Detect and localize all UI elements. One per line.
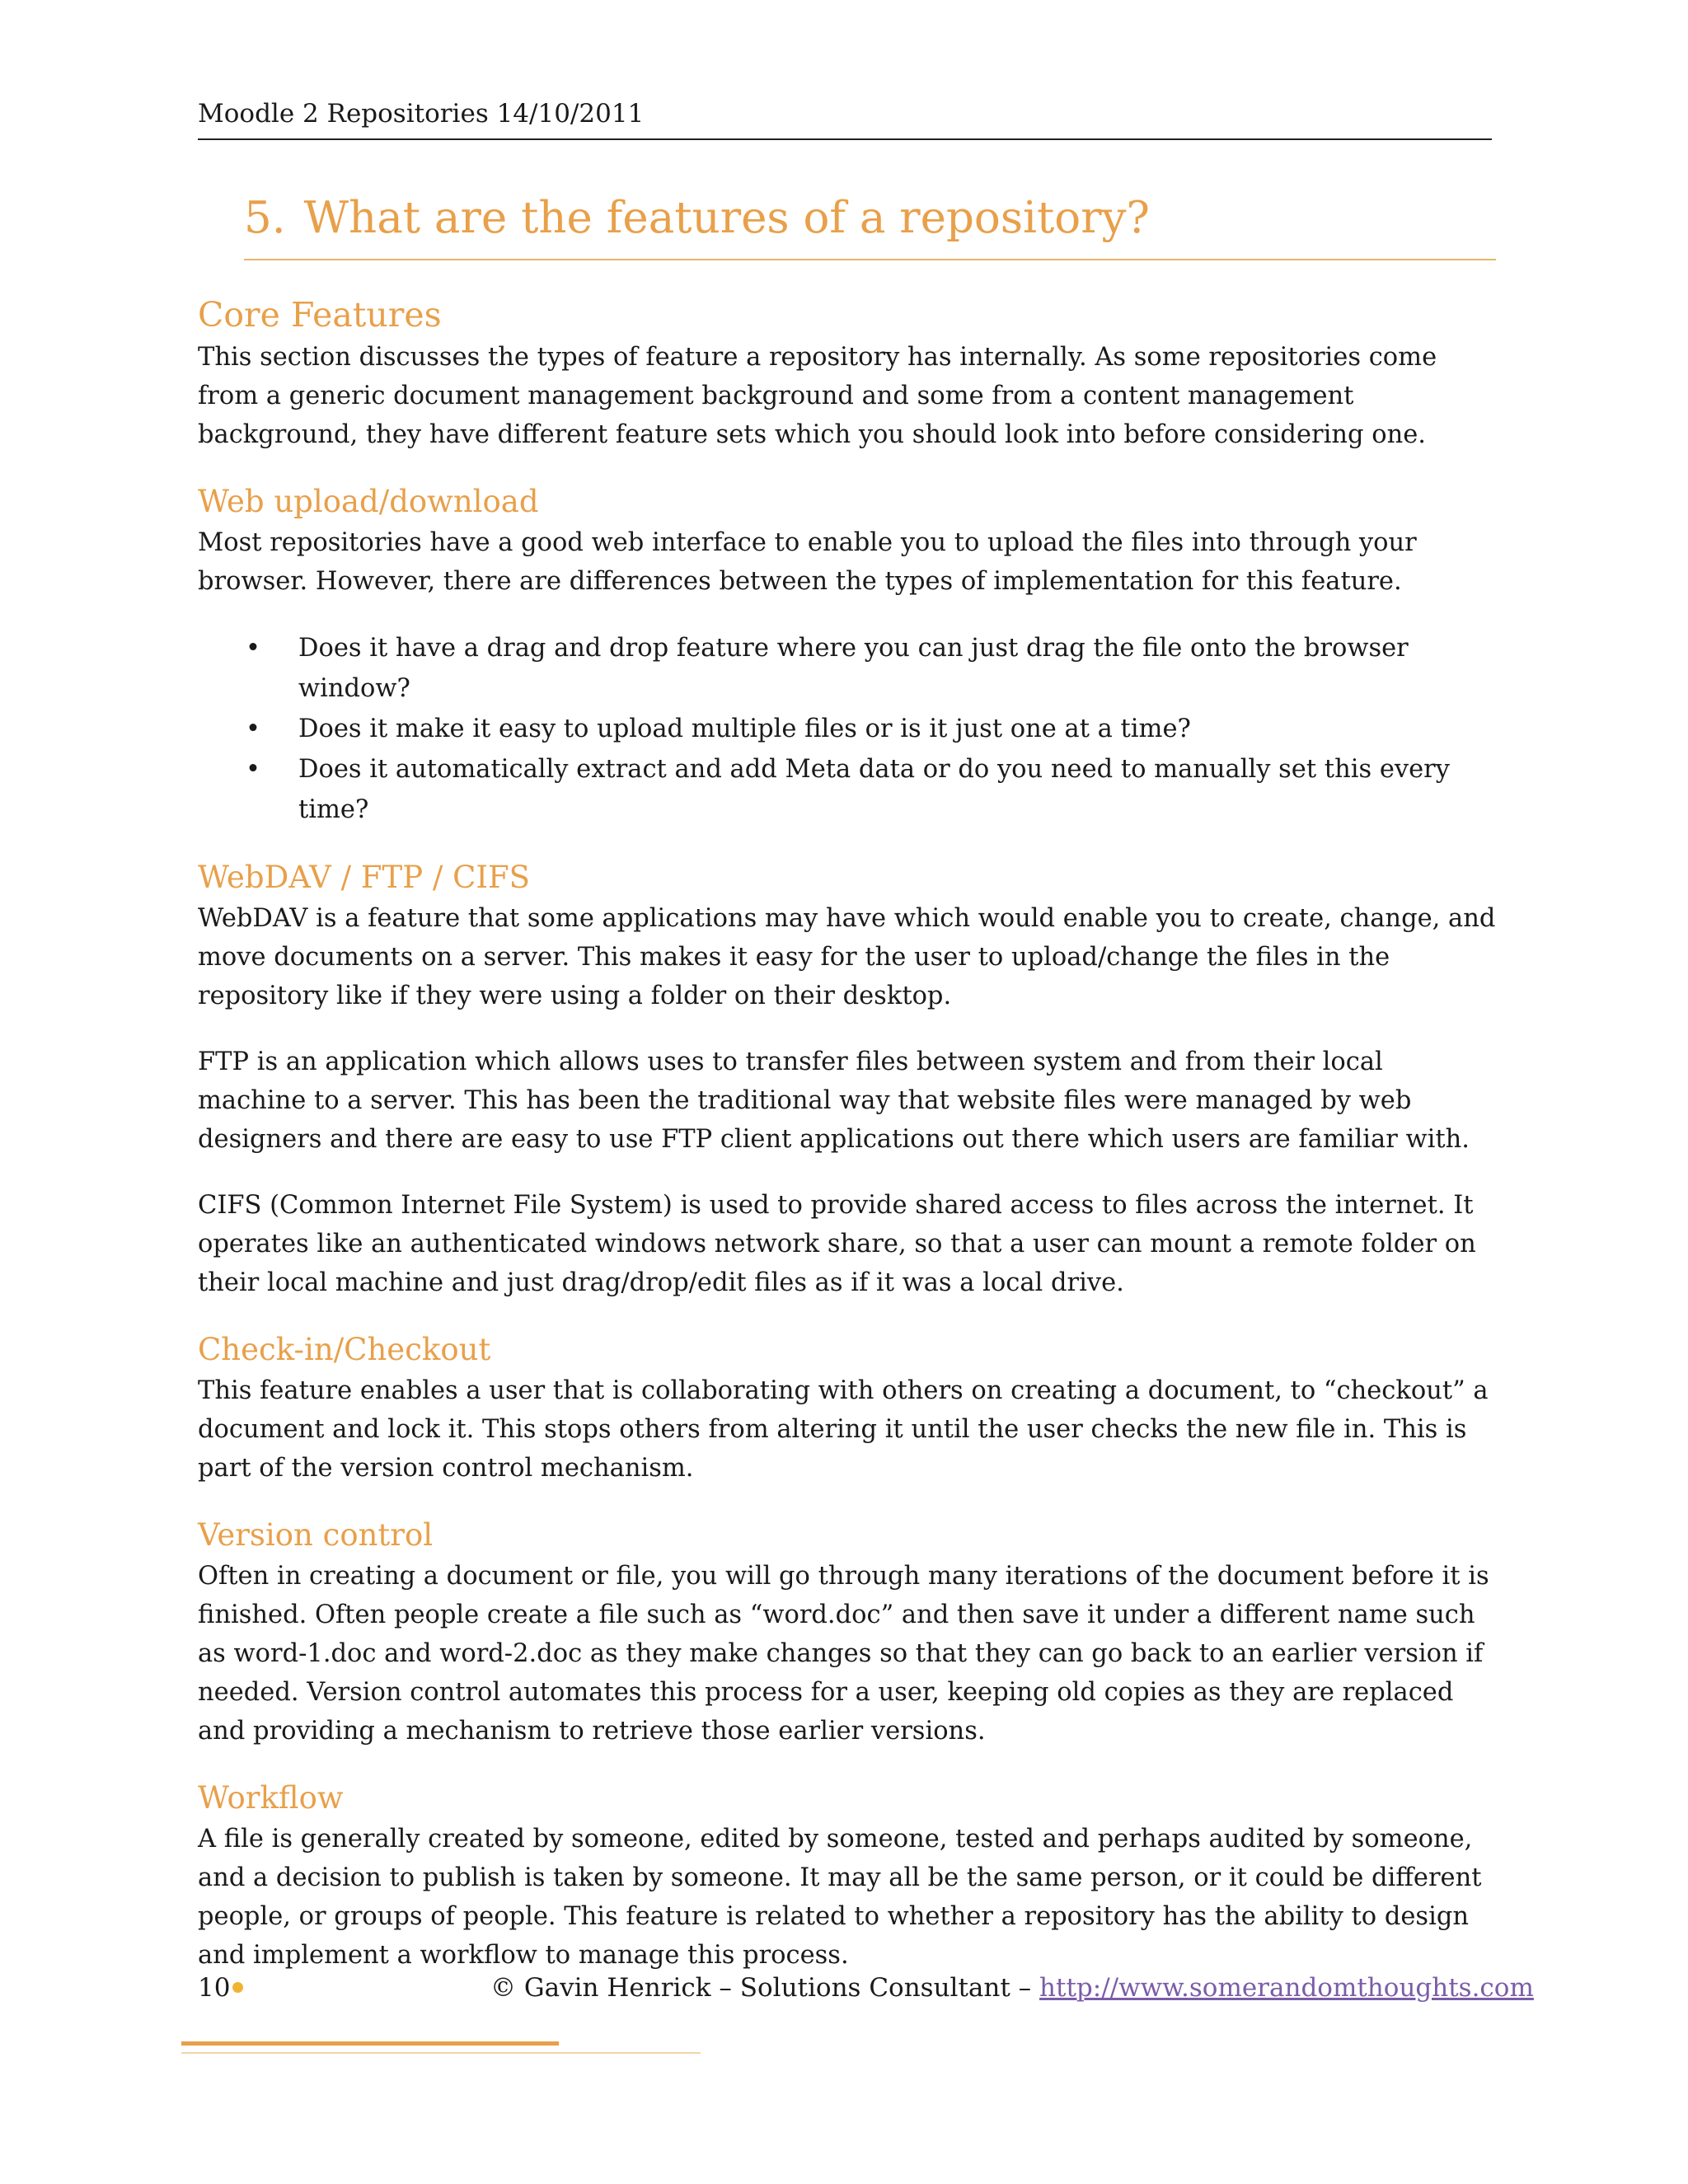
- workflow-paragraph: A file is generally created by someone, edited by someone, tested and perhaps audited by someone, and a decision to publish is taken by someone. It may all be the same person, or it could be different people, or groups of people. This feature is related to whether a repository has the ability to design and implement a workflow to manage this process.: [198, 1825, 1482, 1970]
- section-heading-web-upload: Web upload/download: [198, 484, 539, 519]
- section-heading-webdav: WebDAV / FTP / CIFS: [198, 860, 531, 895]
- footer-rule-thin: [181, 2052, 701, 2054]
- bullet-icon: •: [246, 634, 260, 663]
- webdav-paragraph: WebDAV is a feature that some applications may have which would enable you to create, change, and move documents on a server. This makes it easy for the user to upload/change the files in the repository like if they were using a folder on their desktop.: [198, 904, 1496, 1010]
- bullet-icon: •: [246, 715, 260, 743]
- section-heading-version-control: Version control: [198, 1517, 434, 1553]
- footer-rule-thick: [181, 2041, 559, 2046]
- section-heading-checkout: Check-in/Checkout: [198, 1332, 491, 1367]
- list-item-text: Does it automatically extract and add Meta data or do you need to manually set this every time?: [298, 755, 1450, 824]
- list-item: [198, 709, 1496, 749]
- bullet-icon: •: [246, 755, 260, 784]
- checkout-paragraph: This feature enables a user that is collaborating with others on creating a document, to “checkout” a document and lock it. This stops others from altering it until the user checks the new file in. This is part of the version control mechanism.: [198, 1376, 1489, 1483]
- version-control-paragraph: Often in creating a document or file, you will go through many iterations of the document before it is finished. Often people create a file such as “word.doc” and then save it under a different name such as word-1.doc and word-2.doc as they make changes so that they can go back to an earlier version if needed. Version control automates this process for a user, keeping old copies as they are replaced and providing a mechanism to retrieve those earlier versions.: [198, 1562, 1489, 1746]
- footer-credit: [490, 1971, 1534, 2004]
- core-features-intro: This section discusses the types of feature a repository has internally. As some repositories come from a generic document management background and some from a content management background, they have different feature sets which you should look into before considering one.: [198, 343, 1437, 449]
- list-item: [198, 628, 1496, 709]
- list-item-text: Does it have a drag and drop feature where you can just drag the file onto the browser window?: [298, 634, 1409, 703]
- footer-credit-text: © Gavin Henrick – Solutions Consultant –: [490, 1973, 1040, 2003]
- chapter-number: 5.: [244, 193, 286, 243]
- running-header: Moodle 2 Repositories 14/10/2011: [198, 97, 1492, 140]
- cifs-paragraph: CIFS (Common Internet File System) is used to provide shared access to files across the internet. It operates like an authenticated windows network share, so that a user can mount a remote folder on their local machine and just drag/drop/edit files as if it was a local drive.: [198, 1191, 1476, 1297]
- section-heading-workflow: Workflow: [198, 1780, 344, 1816]
- list-item: [198, 749, 1496, 830]
- web-upload-intro: Most repositories have a good web interface to enable you to upload the files into through your browser. However, there are differences between the types of implementation for this feature.: [198, 528, 1417, 596]
- footer-bullet-icon: [232, 1982, 243, 1993]
- page-number: 10: [198, 1973, 231, 2003]
- footer-website-link[interactable]: http://www.somerandomthoughts.com: [1039, 1973, 1534, 2003]
- chapter-title: [244, 190, 1496, 260]
- ftp-paragraph: FTP is an application which allows uses to transfer files between system and from their local machine to a server. This has been the traditional way that website files were managed by web designers and there are easy to use FTP client applications out there which users are familiar with.: [198, 1047, 1470, 1154]
- section-heading-core-features: Core Features: [198, 295, 442, 335]
- list-item-text: Does it make it easy to upload multiple files or is it just one at a time?: [298, 715, 1191, 743]
- chapter-title-text: What are the features of a repository?: [303, 193, 1150, 243]
- page-content: [198, 190, 1496, 2002]
- web-upload-bullet-list: [198, 628, 1496, 830]
